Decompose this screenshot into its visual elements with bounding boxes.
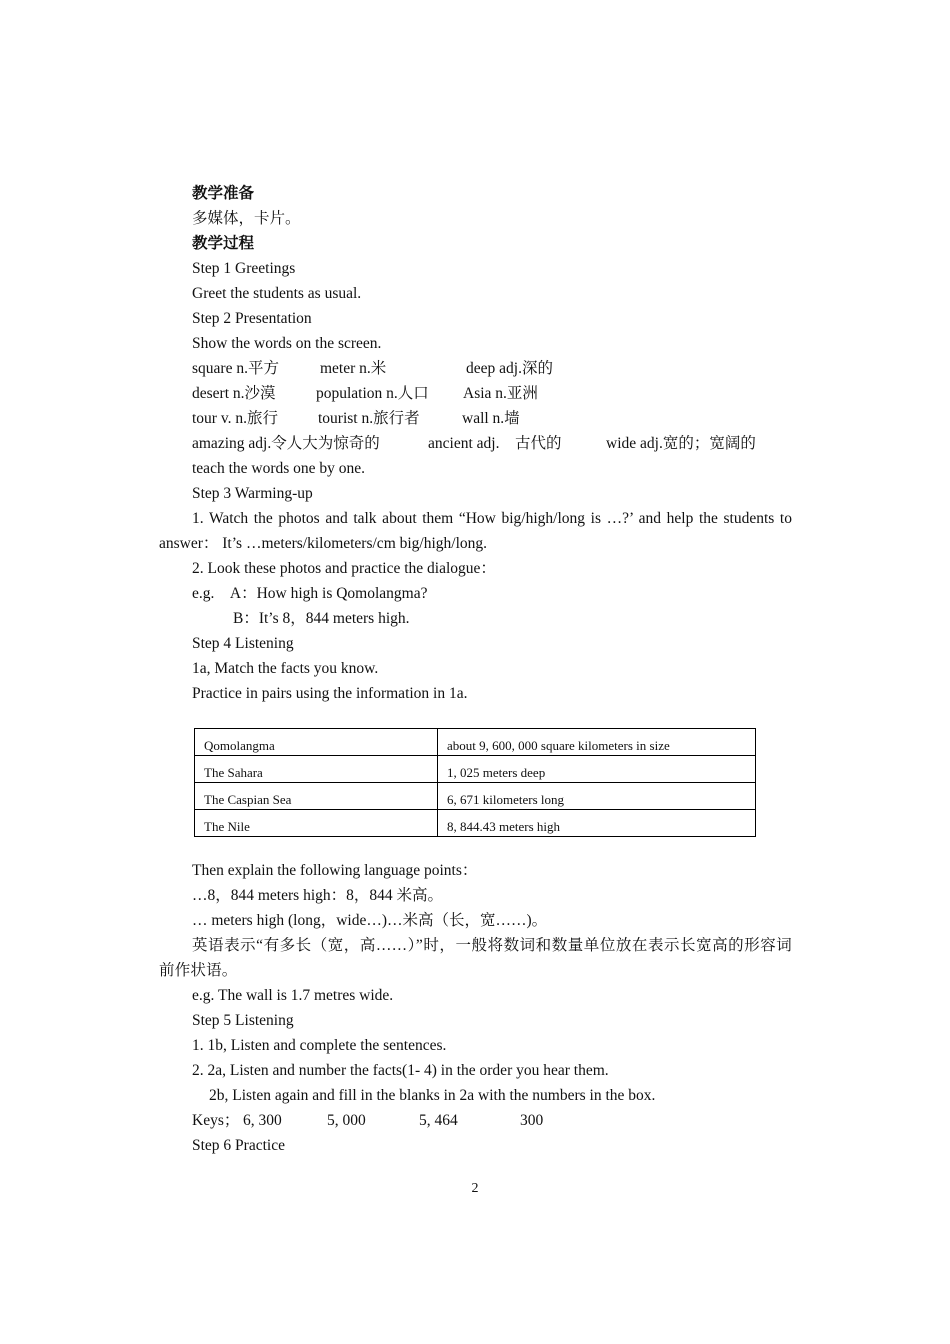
- step3-paragraph-2: 2. Look these photos and practice the dialogue：: [192, 560, 496, 577]
- step3-paragraph-1: 1. Watch the photos and talk about them “How big/high/long is …?’ and help the students to answer： It’s …meters/kilometers/cm big/high/long.: [159, 510, 792, 552]
- language-point-example: e.g. The wall is 1.7 metres wide.: [192, 987, 394, 1004]
- vocab-word: Asia n.亚洲: [463, 385, 538, 402]
- prep-text: 多媒体，卡片。: [192, 210, 301, 227]
- heading-teaching-process: 教学过程: [192, 235, 255, 252]
- vocab-word: tourist n.旅行者: [318, 410, 420, 427]
- vocab-word: population n.人口: [316, 385, 429, 402]
- table-cell: The Caspian Sea: [195, 783, 438, 810]
- step4-pairs: Practice in pairs using the information in 1a.: [192, 685, 468, 702]
- vocab-word: ancient adj. 古代的: [428, 435, 562, 452]
- step3-title: Step 3 Warming-up: [192, 485, 313, 502]
- table-cell: 8, 844.43 meters high: [438, 810, 756, 837]
- vocab-word: desert n.沙漠: [192, 385, 276, 402]
- facts-table: [194, 728, 756, 837]
- vocab-word: tour v. n.旅行: [192, 410, 278, 427]
- table-cell: Qomolangma: [195, 729, 438, 756]
- vocab-word: square n.平方: [192, 360, 279, 377]
- step5-title: Step 5 Listening: [192, 1012, 294, 1029]
- explain-intro: Then explain the following language points：: [192, 862, 478, 879]
- step2-title: Step 2 Presentation: [192, 310, 312, 327]
- step4-1a: 1a, Match the facts you know.: [192, 660, 379, 677]
- step5-item-1: 1. 1b, Listen and complete the sentences.: [192, 1037, 447, 1054]
- page-number: 2: [471, 1181, 479, 1196]
- step6-title: Step 6 Practice: [192, 1137, 285, 1154]
- step1-title: Step 1 Greetings: [192, 260, 296, 277]
- vocab-word: amazing adj.令人大为惊奇的: [192, 435, 380, 452]
- table-cell: 1, 025 meters deep: [438, 756, 756, 783]
- step2-teach: teach the words one by one.: [192, 460, 366, 477]
- table-cell: about 9, 600, 000 square kilometers in size: [438, 729, 756, 756]
- table-row: [195, 756, 756, 783]
- key-value: 5, 464: [419, 1112, 458, 1129]
- language-point-3: 英语表示“有多长（宽，高……）”时，一般将数词和数量单位放在表示长宽高的形容词前作状语。: [159, 937, 792, 979]
- key-value: 5, 000: [327, 1112, 366, 1129]
- step5-item-2: 2. 2a, Listen and number the facts(1- 4) in the order you hear them.: [192, 1062, 609, 1079]
- key-value: 300: [520, 1112, 544, 1129]
- table-row: [195, 783, 756, 810]
- step4-title: Step 4 Listening: [192, 635, 294, 652]
- language-point-2: … meters high (long，wide…)…米高（长，宽……)。: [192, 912, 548, 929]
- table-cell: 6, 671 kilometers long: [438, 783, 756, 810]
- vocab-word: wall n.墙: [462, 410, 520, 427]
- step5-item-2b: 2b, Listen again and fill in the blanks in 2a with the numbers in the box.: [209, 1087, 656, 1104]
- vocab-word: wide adj.宽的；宽阔的: [606, 435, 756, 452]
- table-cell: The Nile: [195, 810, 438, 837]
- table-row: [195, 810, 756, 837]
- table-cell: The Sahara: [195, 756, 438, 783]
- step2-text: Show the words on the screen.: [192, 335, 382, 352]
- keys-label: Keys；: [192, 1112, 240, 1129]
- vocab-word: meter n.米: [320, 360, 387, 377]
- dialogue-line-a: e.g. A：How high is Qomolangma?: [192, 585, 428, 602]
- heading-teaching-prep: 教学准备: [192, 185, 255, 202]
- vocab-word: deep adj.深的: [466, 360, 553, 377]
- language-point-1: …8，844 meters high：8，844 米高。: [192, 887, 443, 904]
- step1-text: Greet the students as usual.: [192, 285, 362, 302]
- key-value: 6, 300: [243, 1112, 282, 1129]
- table-row: [195, 729, 756, 756]
- dialogue-line-b: B：It’s 8，844 meters high.: [233, 610, 410, 627]
